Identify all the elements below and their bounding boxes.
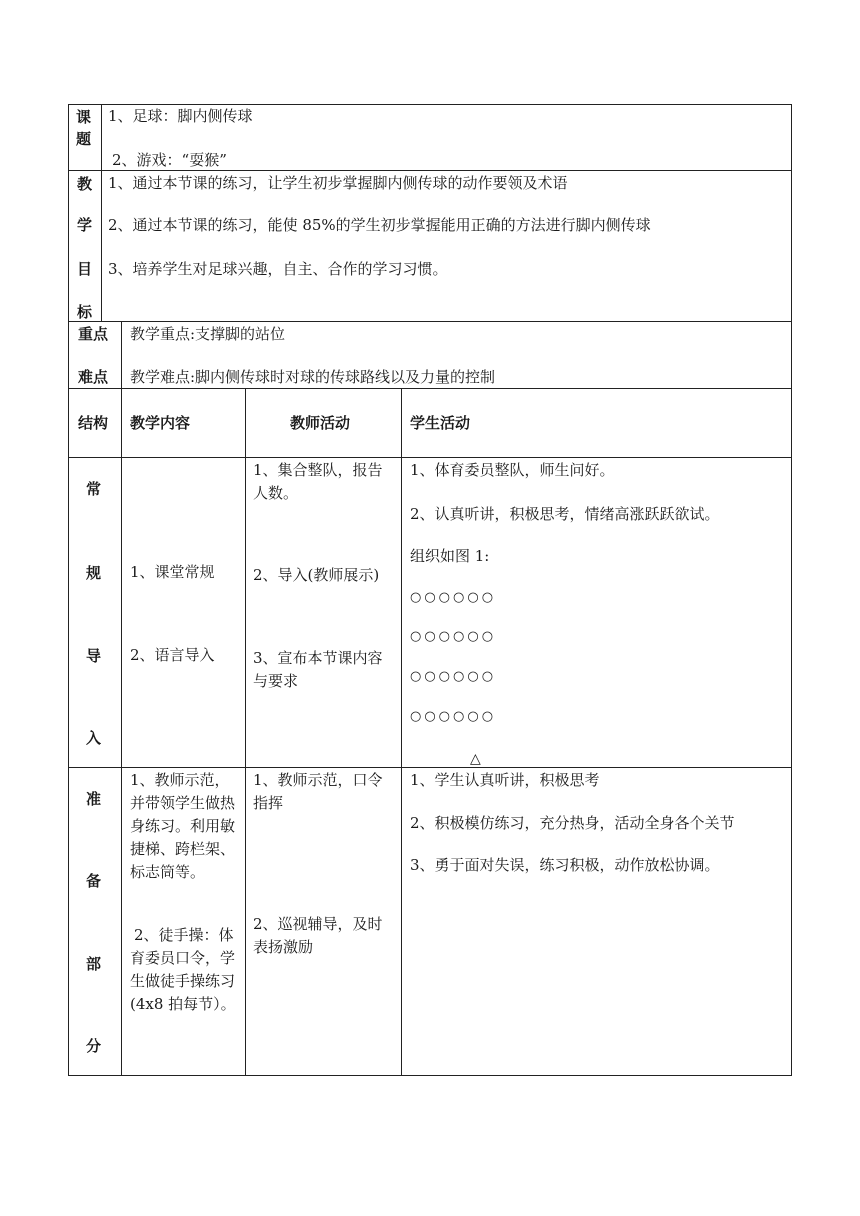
formation-row: ○○○○○○	[410, 709, 497, 724]
prep-teacher-2: 2、巡视辅导，及时表扬激励	[253, 915, 383, 956]
prep-teacher-1: 1、教师示范，口令指挥	[253, 771, 383, 812]
formation-row: ○○○○○○	[410, 669, 497, 684]
routine-formation-caption: 组织如图 1:	[410, 547, 490, 565]
routine-student-2: 2、认真听讲，积极思考，情绪高涨跃跃欲试。	[410, 505, 720, 523]
objectives-label-2: 学	[77, 216, 93, 234]
col-divider	[245, 388, 246, 1076]
col-divider	[401, 388, 402, 1076]
routine-teacher-3: 3、宣布本节课内容与要求	[253, 649, 383, 690]
difficulty-text: 教学难点:脚内侧传球时对球的传球路线以及力量的控制	[130, 368, 496, 386]
routine-teacher-2: 2、导入(教师展示)	[253, 566, 380, 584]
routine-content-2: 2、语言导入	[130, 646, 215, 664]
row-divider	[68, 767, 792, 768]
objectives-label-4: 标	[77, 303, 93, 321]
objective-item-1: 1、通过本节课的练习，让学生初步掌握脚内侧传球的动作要领及术语	[108, 174, 568, 192]
prep-student-3: 3、勇于面对失误，练习积极，动作放松协调。	[410, 856, 720, 874]
row-divider	[68, 321, 792, 322]
prep-label-4: 分	[86, 1037, 102, 1055]
topic-item-2: 2、游戏：“耍猴”	[112, 151, 227, 169]
prep-label-3: 部	[86, 955, 102, 973]
prep-student-2: 2、积极模仿练习，充分热身，活动全身各个关节	[410, 814, 735, 832]
prep-content-2: 2、徒手操：体育委员口令，学生做徒手操练习(4x8 拍每节）。	[130, 926, 236, 1013]
routine-label-3: 导	[86, 647, 102, 665]
objectives-label-1: 教	[77, 175, 93, 193]
prep-label-2: 备	[86, 872, 102, 890]
prep-content-1: 1、教师示范，并带领学生做热身练习。利用敏捷梯、跨栏架、标志筒等。	[130, 771, 236, 881]
formation-row: ○○○○○○	[410, 629, 497, 644]
row-divider	[68, 457, 792, 458]
col-divider	[121, 321, 122, 1076]
routine-content-1: 1、课堂常规	[130, 563, 215, 581]
objectives-label-3: 目	[77, 260, 93, 278]
header-content: 教学内容	[130, 414, 191, 432]
routine-label-4: 入	[86, 729, 102, 747]
topic-label: 课题	[76, 108, 92, 148]
routine-label-1: 常	[86, 480, 102, 498]
objective-item-2: 2、通过本节课的练习，能使 85%的学生初步掌握能用正确的方法进行脚内侧传球	[108, 216, 651, 234]
routine-student-1: 1、体育委员整队，师生问好。	[410, 461, 615, 479]
header-teacher: 教师活动	[290, 414, 351, 432]
routine-label-2: 规	[86, 564, 102, 582]
teacher-position-mark: △	[470, 751, 481, 767]
formation-row: ○○○○○○	[410, 590, 497, 605]
routine-teacher-1: 1、集合整队，报告人数。	[253, 461, 383, 502]
row-divider	[68, 388, 792, 389]
header-student: 学生活动	[410, 414, 471, 432]
header-structure: 结构	[78, 414, 109, 432]
key-point-label: 重点	[78, 325, 109, 343]
objective-item-3: 3、培养学生对足球兴趣，自主、合作的学习习惯。	[108, 260, 448, 278]
prep-student-1: 1、学生认真听讲，积极思考	[410, 771, 600, 789]
key-point-text: 教学重点:支撑脚的站位	[130, 325, 286, 343]
prep-label-1: 准	[86, 790, 102, 808]
difficulty-label: 难点	[78, 368, 109, 386]
topic-item-1: 1、足球：脚内侧传球	[108, 107, 253, 125]
col-divider	[101, 104, 102, 321]
